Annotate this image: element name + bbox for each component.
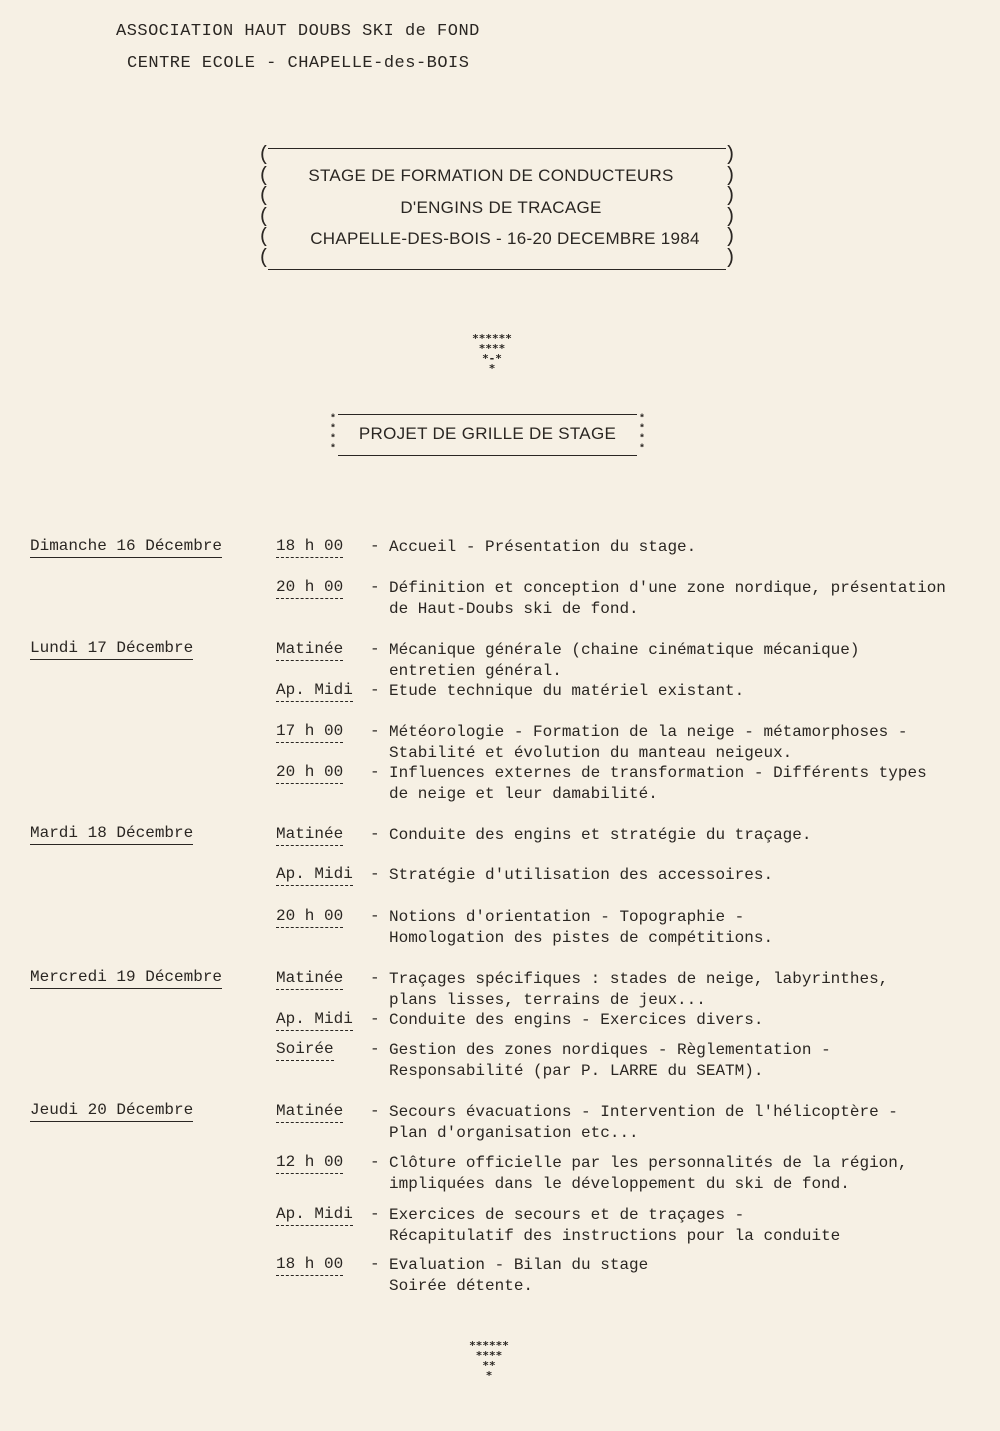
entry-dash: - (370, 537, 380, 555)
star-ornament-bottom: ****** **** ** * (469, 1339, 509, 1382)
entry-line: Notions d'orientation - Topographie - (389, 908, 745, 926)
title-box (258, 146, 736, 272)
entry-time: Soirée (276, 1040, 334, 1061)
day-label-mardi: Mardi 18 Décembre (30, 824, 193, 845)
entry-description (389, 578, 946, 619)
entry-time: Ap. Midi (276, 681, 353, 702)
entry-line: plans lisses, terrains de jeux... (389, 990, 706, 1009)
entry-time: 18 h 00 (276, 537, 343, 558)
stage-title-line-2: D'ENGINS DE TRACAGE (400, 198, 602, 217)
entry-description (389, 1255, 648, 1296)
projet-title: PROJET DE GRILLE DE STAGE (358, 424, 617, 443)
entry-dash: - (370, 825, 380, 843)
entry-line: Homologation des pistes de compétitions. (389, 928, 774, 947)
entry-line: Soirée détente. (389, 1276, 534, 1295)
entry-description (389, 1102, 898, 1143)
entry-dash: - (370, 578, 380, 596)
entry-dash: - (370, 1153, 380, 1171)
day-label-mercredi: Mercredi 19 Décembre (30, 968, 222, 989)
entry-dash: - (370, 969, 380, 987)
entry-time: 20 h 00 (276, 763, 343, 784)
projet-box-right-stars: * * * * (638, 414, 645, 455)
entry-time: Matinée (276, 1102, 343, 1123)
entry-line: Responsabilité (par P. LARRE du SEATM). (389, 1061, 764, 1080)
entry-dash: - (370, 865, 380, 883)
entry-time: Matinée (276, 640, 343, 661)
entry-line: impliquées dans le développement du ski de fond. (389, 1174, 850, 1193)
entry-description (389, 1153, 907, 1194)
entry-line: Météorologie - Formation de la neige - métamorphoses - (389, 723, 908, 741)
entry-dash: - (370, 1040, 380, 1058)
entry-dash: - (370, 640, 380, 658)
entry-line: Etude technique du matériel existant. (389, 682, 745, 700)
entry-description (389, 763, 927, 804)
entry-time: Matinée (276, 969, 343, 990)
entry-line: entretien général. (389, 661, 562, 680)
entry-line: Influences externes de transformation - Différents types (389, 764, 927, 782)
entry-line: Récapitulatif des instructions pour la conduite (389, 1226, 841, 1245)
entry-line: Evaluation - Bilan du stage (389, 1256, 649, 1274)
star-ornament-top: ****** **** *-* * (472, 332, 512, 375)
entry-description (389, 1040, 831, 1081)
projet-box-left-stars: * * * * (330, 414, 337, 455)
entry-time: Ap. Midi (276, 865, 353, 886)
entry-dash: - (370, 722, 380, 740)
entry-description (389, 681, 744, 702)
centre-name: CENTRE ECOLE - CHAPELLE-des-BOIS (127, 54, 470, 73)
entry-dash: - (370, 907, 380, 925)
entry-line: Clôture officielle par les personnalités de la région, (389, 1154, 908, 1172)
entry-description (389, 825, 811, 846)
entry-line: Conduite des engins - Exercices divers. (389, 1011, 764, 1029)
entry-line: Traçages spécifiques : stades de neige, labyrinthes, (389, 970, 889, 988)
entry-time: Ap. Midi (276, 1205, 353, 1226)
entry-dash: - (370, 1205, 380, 1223)
entry-description (389, 865, 773, 886)
entry-time: 20 h 00 (276, 907, 343, 928)
entry-line: Plan d'organisation etc... (389, 1123, 639, 1142)
entry-line: Exercices de secours et de traçages - (389, 1206, 745, 1224)
title-box-bottom-rule (268, 269, 726, 270)
entry-line: Mécanique générale (chaine cinématique mécanique) (389, 641, 860, 659)
entry-line: Accueil - Présentation du stage. (389, 538, 697, 556)
entry-description (389, 1205, 840, 1246)
entry-line: Stabilité et évolution du manteau neigeux. (389, 743, 793, 762)
entry-line: Conduite des engins et stratégie du traçage. (389, 826, 812, 844)
entry-description (389, 1010, 763, 1031)
entry-line: Secours évacuations - Intervention de l'hélicoptère - (389, 1103, 898, 1121)
entry-description (389, 537, 696, 558)
title-box-left-brackets: ( ( ( ( ( ( (258, 144, 271, 270)
entry-description (389, 640, 859, 681)
entry-line: de neige et leur damabilité. (389, 784, 658, 803)
entry-time: Ap. Midi (276, 1010, 353, 1031)
stage-title-line-1: STAGE DE FORMATION DE CONDUCTEURS (308, 166, 674, 185)
day-label-lundi: Lundi 17 Décembre (30, 639, 193, 660)
entry-dash: - (370, 1255, 380, 1273)
title-box-right-brackets: ) ) ) ) ) ) (723, 144, 736, 270)
projet-box-bottom-rule (338, 455, 637, 456)
entry-dash: - (370, 681, 380, 699)
day-label-dimanche: Dimanche 16 Décembre (30, 537, 222, 558)
projet-box-top-rule (338, 414, 637, 415)
entry-description (389, 722, 907, 763)
entry-line: Définition et conception d'une zone nordique, présentation (389, 579, 946, 597)
association-name: ASSOCIATION HAUT DOUBS SKI de FOND (116, 22, 480, 41)
projet-box (330, 412, 645, 458)
entry-dash: - (370, 1010, 380, 1028)
entry-time: 12 h 00 (276, 1153, 343, 1174)
entry-line: Stratégie d'utilisation des accessoires. (389, 866, 774, 884)
day-label-jeudi: Jeudi 20 Décembre (30, 1101, 193, 1122)
entry-time: 20 h 00 (276, 578, 343, 599)
entry-dash: - (370, 1102, 380, 1120)
entry-line: Gestion des zones nordiques - Règlementation - (389, 1041, 831, 1059)
entry-line: de Haut-Doubs ski de fond. (389, 599, 639, 618)
entry-description (389, 969, 888, 1010)
entry-dash: - (370, 763, 380, 781)
entry-description (389, 907, 773, 948)
entry-time: 18 h 00 (276, 1255, 343, 1276)
stage-title-line-3: CHAPELLE-DES-BOIS - 16-20 DECEMBRE 1984 (310, 229, 700, 248)
entry-time: Matinée (276, 825, 343, 846)
entry-time: 17 h 00 (276, 722, 343, 743)
title-box-top-rule (268, 148, 726, 149)
